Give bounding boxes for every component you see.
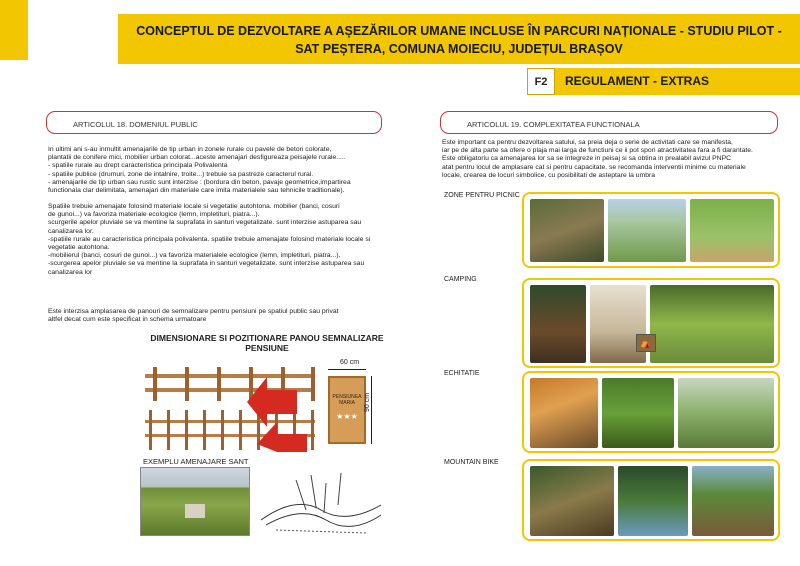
section-label-picnic: ZONE PENTRU PICNIC	[444, 192, 520, 199]
ditch-sketch-drawing	[256, 465, 386, 545]
signage-fence-diagram	[145, 362, 385, 454]
article-19-title: ARTICOLUL 19. COMPLEXITATEA FUNCTIONALA	[467, 120, 640, 129]
article-19-paragraph-1: Este important ca pentru dezvoltarea satului, sa preia deja o serie de activitati care se manifesta, iar pe de alta parte sa ofere o plaja mai larga de functiuni ce ii pot spori atractivitatea fara a fi darantate. Este obligatoriu ca amenajarea lor sa se integreze in peisaj si sa obtina in prealabil avizul PNPC atat pentru locul de amplasare cat si pentru capacitate. se recomanda interventii minime cu materiale locale, crearea de locuri simbolice, cu posibilitati de asteptare la umbra	[442, 139, 753, 179]
document-title-bar	[118, 14, 800, 64]
picnic-photo-strip	[522, 192, 780, 268]
article-18-paragraph-3: Este interzisa amplasarea de panouri de semnalizare pentru pensiuni pe spatiul public sau privat altfel decat cum este specificat in schema urmatoare	[48, 308, 339, 324]
horse-riding-photo-strip	[522, 371, 780, 453]
section-title: REGULAMENT - EXTRAS	[565, 74, 709, 88]
article-18-paragraph-2: Spatiile trebuie amenajate folosind materiale locale si vegetatie autohtona. mobilier (banci, cosuri de gunoi...) va favoriza materiale ecologice (lemn, impletituri, piatra...). scurgerile apelor pluviale se va mentine la suprafata in santuri vegetalizate. sunt interzise astuparea sau canalizarea lor. -spatiile rurale au caracteristica principala polivalenta. spatiile trebuie amenajate folosind materiale locale si vegetatie autohtona. -mobilierul (banci, cosuri de gunoi...) va favoriza materialele ecologice (lemn, impletituri, piatra...). -scurgerea apelor pluviale se va mentine la suprafata in santuri vegetalizate. sunt interzise astuparea sau canalizarea lor	[48, 203, 371, 276]
panel-width-dimension: 60 cm	[340, 359, 360, 366]
camping-photo-strip	[522, 278, 780, 368]
header-accent-block	[0, 0, 28, 60]
pension-sign-panel	[328, 376, 366, 444]
placement-arrow-icon	[237, 362, 327, 454]
ditch-example-label: EXEMPLU AMENAJARE SANT	[143, 457, 249, 466]
mountain-bike-photo-strip	[522, 459, 780, 541]
tent-sign-icon: ⛺	[636, 334, 656, 352]
pension-sign-stars: ★★★	[336, 412, 358, 421]
document-title-line2: SAT PEȘTERA, COMUNA MOIECIU, JUDEȚUL BRAȘOV	[295, 42, 623, 56]
panel-height-dimension: 90 cm	[364, 392, 371, 412]
article-18-title: ARTICOLUL 18. DOMENIUL PUBLIC	[73, 120, 198, 129]
article-19-title-box	[440, 111, 778, 134]
article-18-paragraph-1: In ultimi ani s-au inmultit amenajarile de tip urban in zonele rurale cu pavele de beton colorate, plantatii de conifere mici, mobilier urban colorat...aceste amenajari desfigureaza peisajele rurale..... - spatiile rurale au drept caracteristica principala Polivalenta - spatiile publice (drumuri, zone de intalnire, troite...) trebuie sa pastreze caracterul rural. - amenajarile de tip urban sau rustic sunt interzise : (bordura din beton, pavaje geometrice,impartirea functionala clar delimitata, amenajari din materiale care imita materialele sau tehnicile traditionale).	[48, 146, 351, 195]
pension-sign-text: PENSIUNEA MARIA	[332, 394, 362, 406]
document-title-line1: CONCEPTUL DE DEZVOLTARE A AȘEZĂRILOR UMANE INCLUSE ÎN PARCURI NAȚIONALE - STUDIU PILOT -	[136, 24, 782, 38]
section-code: F2	[527, 68, 555, 95]
signage-diagram-title: DIMENSIONARE SI POZITIONARE PANOU SEMNALIZARE PENSIUNE	[150, 333, 384, 353]
ditch-example-photo	[140, 467, 250, 536]
section-label-horse-riding: ECHITATIE	[444, 370, 480, 377]
section-label-mountain-bike: MOUNTAIN BIKE	[444, 459, 499, 466]
section-label-camping: CAMPING	[444, 276, 477, 283]
article-18-title-box	[46, 111, 382, 134]
